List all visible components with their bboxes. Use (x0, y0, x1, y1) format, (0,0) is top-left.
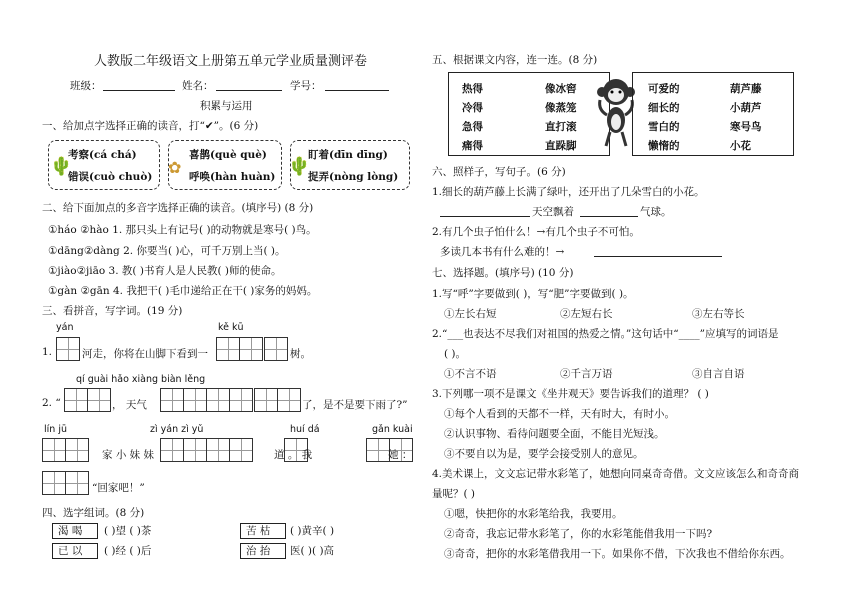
match-item[interactable]: 冷得 (462, 102, 483, 114)
option[interactable]: ③自言自语 (692, 368, 745, 380)
q1-word-2[interactable]: 错误(cuò chuò) (68, 171, 153, 183)
page-title: 人教版二年级语文上册第五单元学业质量测评卷 (94, 54, 368, 69)
q5-heading: 五、根据课文内容，连一连。(8 分) (432, 54, 598, 66)
option[interactable]: ①不言不语 (444, 368, 497, 380)
q3-text: 家 小 妹 妹 (102, 449, 155, 461)
option[interactable]: ①每个人看到的天都不一样，天有时大，有时小。 (444, 408, 675, 420)
q3-text: 她 ： (388, 449, 413, 461)
match-item[interactable]: 直跺脚 (545, 140, 577, 152)
writing-grid[interactable] (64, 388, 111, 412)
q3-text: ， 天气 (112, 399, 147, 411)
q5-left-col-a (462, 80, 483, 156)
q2-line-2: ①dāng②dàng 2. 你要当( )心，可千万别上当( )。 (48, 245, 286, 257)
match-item[interactable]: 痛得 (462, 140, 483, 152)
q6-heading: 六、照样子，写句子。(6 分) (432, 166, 566, 178)
q4-heading: 四、选字组词。(8 分) (42, 507, 145, 519)
class-field[interactable] (103, 90, 175, 91)
writing-grid[interactable] (264, 337, 288, 361)
q6-fill-end: 气球。 (640, 206, 672, 218)
q4-blanks[interactable]: ( )黄辛( ) (290, 525, 335, 537)
match-item[interactable]: 细长的 (648, 102, 680, 114)
q3-num: 1. (42, 346, 53, 358)
option[interactable]: ③不要自以为是，要学会接受别人的意见。 (444, 448, 644, 460)
writing-grid[interactable] (42, 438, 89, 462)
writing-grid[interactable] (216, 337, 263, 361)
cactus-icon: 🌵 (50, 156, 73, 177)
q1-word-5[interactable]: 盯着(dīn dīng) (308, 149, 388, 161)
match-item[interactable]: 小花 (730, 140, 751, 152)
q4-pair: 已 以 (58, 545, 83, 557)
option[interactable]: ②左短右长 (560, 308, 613, 320)
q2-line-1: ①háo ②hào 1. 那只头上有记号( )的动物就是寒号( )鸟。 (48, 224, 317, 236)
q1-word-4[interactable]: 呼唤(hàn huàn) (189, 171, 276, 183)
match-item[interactable]: 寒号鸟 (730, 121, 762, 133)
q1-word-3[interactable]: 喜鹊(què què) (189, 149, 267, 161)
name-label: 姓名： (182, 80, 214, 92)
q2-line-4: ①gàn ②gān 4. 我把干( )毛巾递给正在干( )家务的妈妈。 (48, 285, 318, 297)
match-item[interactable]: 可爱的 (648, 83, 680, 95)
match-item[interactable]: 急得 (462, 121, 483, 133)
option[interactable]: ②认识事物、看待问题要全面，不能目光短浅。 (444, 428, 665, 440)
q7-item-4-cont: 量呢？( ) (432, 488, 476, 500)
q2-line-3: ①jiào②jiāo 3. 教( )书育人是人民教( )师的使命。 (48, 265, 282, 277)
q3-text: 河走，你将在山脚下看到一 (82, 348, 208, 360)
id-field[interactable] (325, 90, 389, 91)
option[interactable]: ①嗯，快把你的水彩笔给我，我要用。 (444, 508, 623, 520)
option[interactable]: ①左长右短 (444, 308, 497, 320)
option[interactable]: ③奇奇，把你的水彩笔借我用一下。如果你不借，下次我也不借给你东西。 (444, 548, 791, 560)
q1-word-6[interactable]: 捉弄(nòng lòng) (308, 171, 399, 183)
pinyin: lín jū (44, 424, 67, 435)
q3-text: 了，是不是要下雨了?” (302, 399, 408, 411)
pinyin: kě kū (218, 322, 244, 333)
flower-icon: ✿ (168, 158, 182, 177)
q3-num: 2. “ (42, 397, 61, 409)
q7-item-2: 2.“___也表达不尽我们对祖国的热爱之情。”这句话中“____”应填写的词语是 (432, 328, 779, 340)
section-subtitle: 积累与运用 (200, 100, 253, 112)
q6-example-2: 2.有几个虫子怕什么！→有几个虫子不可怕。 (432, 226, 640, 238)
match-item[interactable]: 雪白的 (648, 121, 680, 133)
q3-text: “回家吧！” (92, 482, 145, 494)
q7-paren[interactable]: ( )。 (444, 348, 467, 360)
match-item[interactable]: 小葫芦 (730, 102, 762, 114)
pinyin: huí dá (290, 424, 320, 435)
option[interactable]: ③左右等长 (692, 308, 745, 320)
q1-heading: 一、给加点字选择正确的读音，打“✔”。(6 分) (42, 120, 259, 132)
q5-right-col-b (730, 80, 762, 156)
writing-grid[interactable] (254, 388, 301, 412)
q3-text: 树。 (290, 348, 311, 360)
q4-blanks[interactable]: 医( )( )高 (290, 545, 335, 557)
q7-heading: 七、选择题。(填序号) (10 分) (432, 267, 574, 279)
q1-word-1[interactable]: 考察(cá chá) (68, 149, 137, 161)
q7-item-4: 4.美术课上，文文忘记带水彩笔了，她想向同桌奇奇借。文文应该怎么和奇奇商 (432, 468, 800, 480)
writing-grid[interactable] (42, 471, 89, 495)
q5-left-col-b (545, 80, 577, 156)
q6-task-2: 多读几本书有什么难的！→ (440, 246, 565, 258)
q2-heading: 二、给下面加点的多音字选择正确的读音。(填序号) (8 分) (42, 202, 314, 214)
name-field[interactable] (216, 90, 282, 91)
q4-blanks[interactable]: ( )经 ( )后 (104, 545, 152, 557)
q4-pair: 苦 枯 (246, 525, 271, 537)
q3-text: 道 。 我 (274, 449, 313, 461)
pinyin: gǎn kuài (372, 424, 413, 435)
q5-right-col-a (648, 80, 680, 156)
option[interactable]: ②千言万语 (560, 368, 613, 380)
match-item[interactable]: 像冰窖 (545, 83, 577, 95)
class-label: 班级： (70, 80, 102, 92)
q4-pair: 渴 喝 (58, 525, 83, 537)
q7-item-1: 1.写“呼”字要做到( )，写“肥”字要做到( )。 (432, 288, 634, 300)
q6-fill-1[interactable] (440, 216, 530, 217)
pinyin: yán (56, 322, 74, 333)
match-item[interactable]: 懒惰的 (648, 140, 680, 152)
pinyin: zì yán zì yǔ (150, 424, 204, 435)
q3-heading: 三、看拼音，写字词。(19 分) (42, 305, 183, 317)
writing-grid[interactable] (56, 337, 80, 361)
option[interactable]: ②奇奇，我忘记带水彩笔了，你的水彩笔能借我用一下吗? (444, 528, 713, 540)
match-item[interactable]: 热得 (462, 83, 483, 95)
q4-blanks[interactable]: ( )望 ( )茶 (104, 525, 152, 537)
q6-example-1: 1.细长的葫芦藤上长满了绿叶，还开出了几朵雪白的小花。 (432, 186, 705, 198)
writing-grid[interactable] (160, 388, 253, 412)
id-label: 学号： (290, 80, 322, 92)
q6-fill-text: 天空飘着 (532, 206, 574, 218)
match-item[interactable]: 像蒸笼 (545, 102, 577, 114)
pinyin: qí guài hǎo xiàng biàn lěng (76, 374, 206, 385)
q6-fill-3[interactable] (594, 256, 722, 257)
writing-grid[interactable] (160, 438, 253, 462)
cactus-icon: 🌵 (288, 156, 311, 177)
q4-pair: 治 抬 (246, 545, 271, 557)
match-item[interactable]: 葫芦藤 (730, 83, 762, 95)
q7-item-3: 3.下列哪一项不是课文《坐井观天》要告诉我们的道理？ ( ) (432, 388, 709, 400)
match-item[interactable]: 直打滚 (545, 121, 577, 133)
q6-fill-2[interactable] (580, 216, 638, 217)
